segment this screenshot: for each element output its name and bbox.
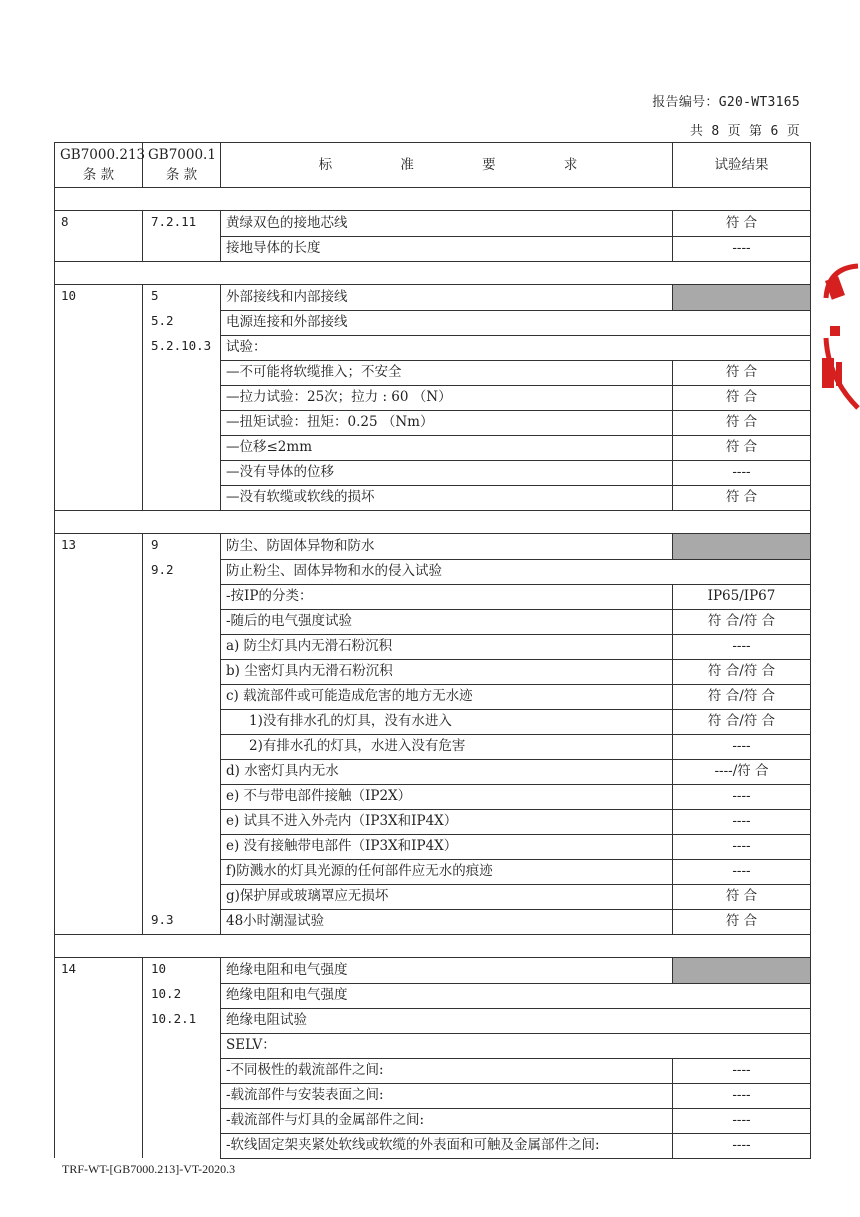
gb7000-1-clause: 10.2 xyxy=(143,983,221,1008)
test-result: 符 合 xyxy=(673,211,811,237)
header-gb7000-1 xyxy=(143,143,221,188)
gb7000-213-clause xyxy=(55,1083,143,1108)
table-row xyxy=(55,335,811,360)
gb7000-1-clause xyxy=(143,1083,221,1108)
gb7000-1-clause xyxy=(143,784,221,809)
gb7000-1-clause: 10 xyxy=(143,958,221,984)
table-header-row xyxy=(55,143,811,188)
gb7000-1-clause xyxy=(143,435,221,460)
table-row xyxy=(55,385,811,410)
header-clause-label: 条 款 xyxy=(165,167,198,183)
spacer-cell xyxy=(55,188,811,211)
requirement-text: 48小时潮湿试验 xyxy=(221,909,673,935)
requirement-text: 电源连接和外部接线 xyxy=(221,310,811,335)
table-row xyxy=(55,410,811,435)
gb7000-1-clause xyxy=(143,584,221,609)
gb7000-213-clause xyxy=(55,809,143,834)
gb7000-1-clause: 5 xyxy=(143,285,221,311)
table-row xyxy=(55,360,811,385)
gb7000-213-clause xyxy=(55,659,143,684)
gb7000-213-clause xyxy=(55,1058,143,1083)
table-row xyxy=(55,958,811,984)
gb7000-213-clause xyxy=(55,734,143,759)
requirement-text: d) 水密灯具内无水 xyxy=(221,759,673,784)
gb7000-1-clause xyxy=(143,634,221,659)
test-result: ---- xyxy=(673,1083,811,1108)
gb7000-213-clause xyxy=(55,834,143,859)
table-row xyxy=(55,584,811,609)
spacer-cell xyxy=(55,262,811,285)
table-row xyxy=(55,684,811,709)
table-row xyxy=(55,634,811,659)
requirement-text: —不可能将软缆推入；不安全 xyxy=(221,360,673,385)
test-result: ---- xyxy=(673,1108,811,1133)
gb7000-213-clause xyxy=(55,884,143,909)
gb7000-1-clause xyxy=(143,1133,221,1158)
table-row xyxy=(55,834,811,859)
requirement-text: -不同极性的载流部件之间: xyxy=(221,1058,673,1083)
form-code-footer: TRF-WT-[GB7000.213]-VT-2020.3 xyxy=(62,1162,236,1176)
gb7000-213-clause xyxy=(55,1008,143,1033)
gb7000-1-clause xyxy=(143,809,221,834)
requirement-text: —没有导体的位移 xyxy=(221,460,673,485)
gb7000-213-clause xyxy=(55,1133,143,1158)
gb7000-213-clause xyxy=(55,335,143,360)
gb7000-213-clause: 8 xyxy=(55,211,143,237)
spacer-cell xyxy=(55,511,811,534)
test-result: 符 合/符 合 xyxy=(673,609,811,634)
gb7000-1-clause xyxy=(143,709,221,734)
gb7000-1-clause: 5.2 xyxy=(143,310,221,335)
requirement-text: -按IP的分类： xyxy=(221,584,673,609)
table-row xyxy=(55,1033,811,1058)
table-row xyxy=(55,559,811,584)
test-result: 符 合 xyxy=(673,360,811,385)
requirement-text: 绝缘电阻试验 xyxy=(221,1008,811,1033)
requirement-text: f)防溅水的灯具光源的任何部件应无水的痕迹 xyxy=(221,859,673,884)
table-row xyxy=(55,1133,811,1158)
test-result: 符 合 xyxy=(673,435,811,460)
gb7000-213-clause xyxy=(55,360,143,385)
requirement-text: -随后的电气强度试验 xyxy=(221,609,673,634)
table-row xyxy=(55,285,811,311)
gb7000-213-clause xyxy=(55,385,143,410)
requirement-text: e) 试具不进入外壳内（IP3X和IP4X） xyxy=(221,809,673,834)
requirement-text: b) 尘密灯具内无滑石粉沉积 xyxy=(221,659,673,684)
test-result: ---- xyxy=(673,859,811,884)
test-result: ----/符 合 xyxy=(673,759,811,784)
test-results-table xyxy=(54,142,811,1159)
requirement-text: c) 载流部件或可能造成危害的地方无水迹 xyxy=(221,684,673,709)
gb7000-1-clause xyxy=(143,684,221,709)
table-row xyxy=(55,1008,811,1033)
test-result: 符 合/符 合 xyxy=(673,684,811,709)
gb7000-213-clause xyxy=(55,435,143,460)
table-row xyxy=(55,236,811,262)
requirement-text: SELV： xyxy=(221,1033,811,1058)
test-result xyxy=(673,534,811,560)
header-clause-label: 条 款 xyxy=(82,167,115,183)
gb7000-1-clause xyxy=(143,360,221,385)
gb7000-213-clause xyxy=(55,609,143,634)
gb7000-1-clause: 9.2 xyxy=(143,559,221,584)
gb7000-1-clause xyxy=(143,1058,221,1083)
requirement-text: g)保护屏或玻璃罩应无损坏 xyxy=(221,884,673,909)
table-row xyxy=(55,1108,811,1133)
gb7000-213-clause xyxy=(55,634,143,659)
test-result: 符 合 xyxy=(673,410,811,435)
gb7000-213-clause xyxy=(55,1108,143,1133)
table-row xyxy=(55,1083,811,1108)
table-row xyxy=(55,884,811,909)
requirement-text: a) 防尘灯具内无滑石粉沉积 xyxy=(221,634,673,659)
table-row xyxy=(55,784,811,809)
test-result: ---- xyxy=(673,784,811,809)
gb7000-213-clause: 13 xyxy=(55,534,143,560)
table-row xyxy=(55,709,811,734)
requirement-text: —拉力试验：25次；拉力 : 60 （N） xyxy=(221,385,673,410)
gb7000-1-clause xyxy=(143,859,221,884)
requirement-text: -载流部件与安装表面之间: xyxy=(221,1083,673,1108)
table-row xyxy=(55,534,811,560)
header-gb7000-213-label: GB7000.213 xyxy=(60,147,146,163)
requirement-text: 1)没有排水孔的灯具，没有水进入 xyxy=(221,709,673,734)
table-row xyxy=(55,435,811,460)
test-result: ---- xyxy=(673,734,811,759)
requirement-text: —位移≤2mm xyxy=(221,435,673,460)
requirement-text: 2)有排水孔的灯具，水进入没有危害 xyxy=(221,734,673,759)
requirement-text: —扭矩试验：扭矩：0.25 （Nm） xyxy=(221,410,673,435)
gb7000-213-clause xyxy=(55,236,143,262)
test-result: 符 合/符 合 xyxy=(673,709,811,734)
gb7000-1-clause xyxy=(143,759,221,784)
gb7000-213-clause xyxy=(55,759,143,784)
gb7000-1-clause xyxy=(143,410,221,435)
table-row xyxy=(55,1058,811,1083)
inspection-stamp xyxy=(818,238,860,438)
gb7000-1-clause: 10.2.1 xyxy=(143,1008,221,1033)
requirement-text: 防止粉尘、固体异物和水的侵入试验 xyxy=(221,559,811,584)
gb7000-1-clause xyxy=(143,385,221,410)
requirement-text: -载流部件与灯具的金属部件之间: xyxy=(221,1108,673,1133)
gb7000-213-clause xyxy=(55,460,143,485)
gb7000-1-clause xyxy=(143,609,221,634)
gb7000-1-clause xyxy=(143,485,221,511)
header-gb7000-1-label: GB7000.1 xyxy=(148,147,216,163)
table-row xyxy=(55,609,811,634)
test-result: 符 合/符 合 xyxy=(673,659,811,684)
gb7000-213-clause xyxy=(55,559,143,584)
test-result xyxy=(673,285,811,311)
table-row xyxy=(55,310,811,335)
gb7000-213-clause: 14 xyxy=(55,958,143,984)
section-spacer-row xyxy=(55,262,811,285)
requirement-text: 防尘、防固体异物和防水 xyxy=(221,534,673,560)
table-row xyxy=(55,485,811,511)
gb7000-213-clause xyxy=(55,859,143,884)
test-result: IP65/IP67 xyxy=(673,584,811,609)
gb7000-1-clause xyxy=(143,1108,221,1133)
requirement-text: 黄绿双色的接地芯线 xyxy=(221,211,673,237)
table-row xyxy=(55,809,811,834)
table-row xyxy=(55,211,811,237)
requirement-text: e) 没有接触带电部件（IP3X和IP4X） xyxy=(221,834,673,859)
gb7000-1-clause: 5.2.10.3 xyxy=(143,335,221,360)
report-number: 报告编号：G20-WT3165 xyxy=(652,95,800,110)
test-result: 符 合 xyxy=(673,884,811,909)
spacer-cell xyxy=(55,935,811,958)
test-result: 符 合 xyxy=(673,485,811,511)
header-result: 试验结果 xyxy=(673,143,811,188)
gb7000-213-clause xyxy=(55,584,143,609)
section-spacer-row xyxy=(55,188,811,211)
gb7000-213-clause xyxy=(55,784,143,809)
section-spacer-row xyxy=(55,935,811,958)
test-result: ---- xyxy=(673,1058,811,1083)
header-gb7000-213 xyxy=(55,143,146,188)
test-result: ---- xyxy=(673,834,811,859)
gb7000-213-clause xyxy=(55,485,143,511)
test-result: ---- xyxy=(673,809,811,834)
gb7000-213-clause xyxy=(55,983,143,1008)
requirement-text: 绝缘电阻和电气强度 xyxy=(221,958,673,984)
test-result: ---- xyxy=(673,634,811,659)
requirement-text: 试验： xyxy=(221,335,811,360)
gb7000-1-clause xyxy=(143,834,221,859)
requirement-text: e) 不与带电部件接触（IP2X） xyxy=(221,784,673,809)
section-spacer-row xyxy=(55,511,811,534)
requirement-text: -软线固定架夹紧处软线或软缆的外表面和可触及金属部件之间: xyxy=(221,1133,673,1158)
gb7000-213-clause xyxy=(55,310,143,335)
test-result: ---- xyxy=(673,236,811,262)
test-result: ---- xyxy=(673,460,811,485)
gb7000-1-clause: 9.3 xyxy=(143,909,221,935)
gb7000-213-clause: 10 xyxy=(55,285,143,311)
gb7000-213-clause xyxy=(55,909,143,935)
table-row xyxy=(55,983,811,1008)
table-row xyxy=(55,759,811,784)
gb7000-1-clause xyxy=(143,1033,221,1058)
requirement-text: 外部接线和内部接线 xyxy=(221,285,673,311)
table-row xyxy=(55,859,811,884)
gb7000-213-clause xyxy=(55,684,143,709)
table-row xyxy=(55,909,811,935)
gb7000-1-clause xyxy=(143,659,221,684)
test-result: 符 合 xyxy=(673,909,811,935)
gb7000-213-clause xyxy=(55,1033,143,1058)
test-result: ---- xyxy=(673,1133,811,1158)
gb7000-1-clause xyxy=(143,734,221,759)
requirement-text: —没有软缆或软线的损坏 xyxy=(221,485,673,511)
gb7000-1-clause: 9 xyxy=(143,534,221,560)
gb7000-213-clause xyxy=(55,709,143,734)
page-number: 共 8 页 第 6 页 xyxy=(689,124,800,139)
table-row xyxy=(55,659,811,684)
test-result xyxy=(673,958,811,984)
table-row xyxy=(55,734,811,759)
gb7000-1-clause xyxy=(143,460,221,485)
gb7000-213-clause xyxy=(55,410,143,435)
requirement-text: 接地导体的长度 xyxy=(221,236,673,262)
requirement-text: 绝缘电阻和电气强度 xyxy=(221,983,811,1008)
header-requirement: 标 准 要 求 xyxy=(221,143,673,188)
gb7000-1-clause xyxy=(143,884,221,909)
test-result: 符 合 xyxy=(673,385,811,410)
gb7000-1-clause: 7.2.11 xyxy=(143,211,221,237)
gb7000-1-clause xyxy=(143,236,221,262)
table-row xyxy=(55,460,811,485)
